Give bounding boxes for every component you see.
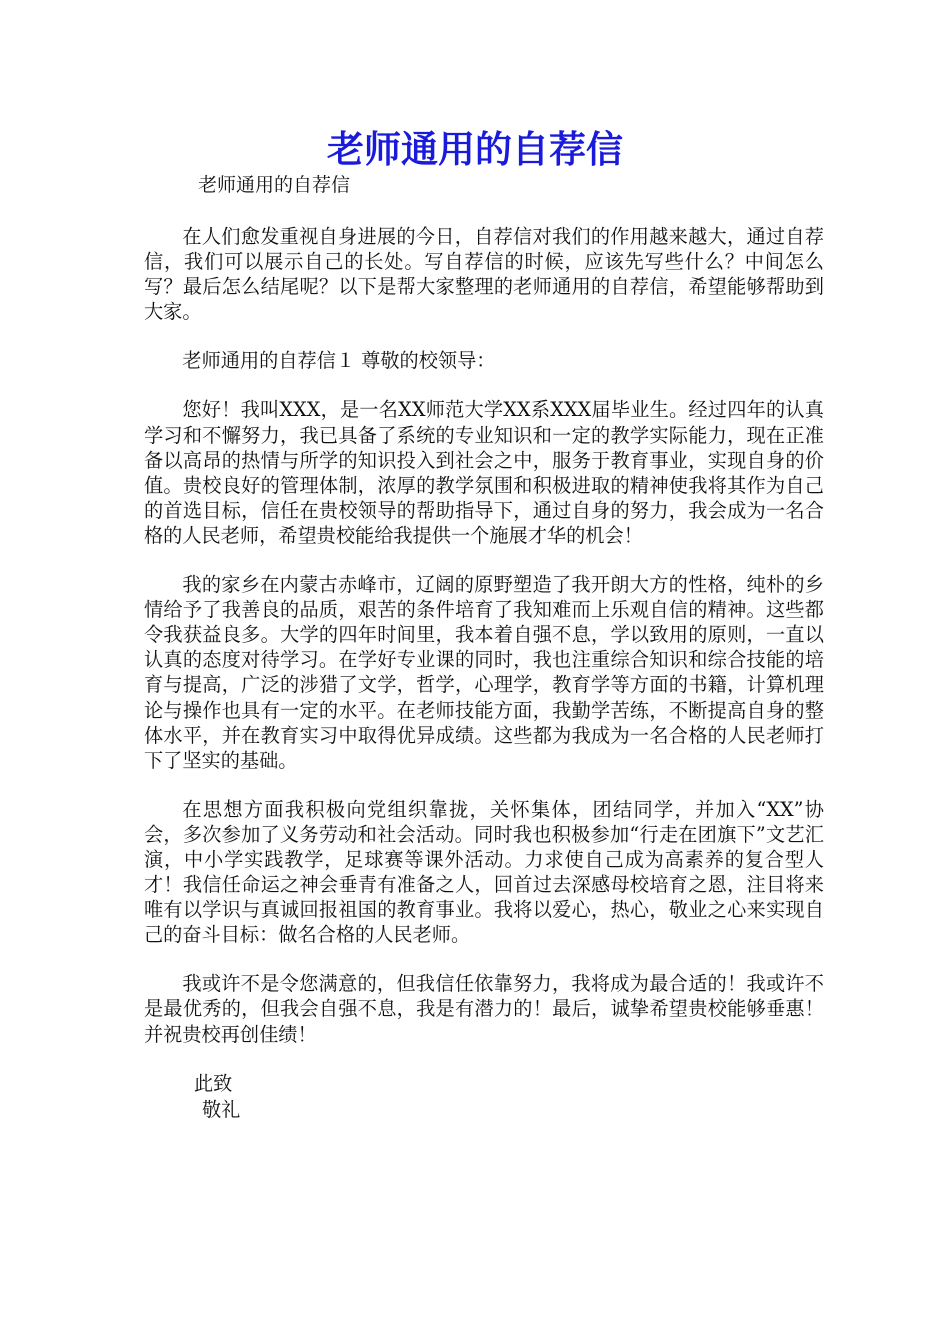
document-subtitle: 老师通用的自荐信 — [198, 174, 351, 196]
intro-paragraph: 在人们愈发重视自身进展的今日，自荐信对我们的作用越来越大，通过自荐信，我们可以展示自己的长处。写自荐信的时候，应该先写些什么？中间怎么写？最后怎么结尾呢？以下是帮大家整理的老师通用的自荐信，希望能够帮助到大家。 — [144, 225, 824, 324]
ideology-paragraph: 在思想方面我积极向党组织靠拢，关怀集体，团结同学，并加入“XX”协会，多次参加了义务劳动和社会活动。同时我也积极参加“行走在团旗下”文艺汇演，中小学实践教学，足球赛等课外活动。力求使自己成为高素养的复合型人才！我信任命运之神会垂青有准备之人，回首过去深感母校培育之恩，注目将来唯有以学识与真诚回报祖国的教育事业。我将以爱心，热心，敬业之心来实现自己的奋斗目标：做名合格的人民老师。 — [144, 797, 824, 947]
greeting-paragraph: 您好！我叫XXX，是一名XX师范大学XX系XXX届毕业生。经过四年的认真学习和不懈努力，我已具备了系统的专业知识和一定的教学实际能力，现在正准备以高昂的热情与所学的知识投入到社会之中，服务于教育事业，实现自身的价值。贵校良好的管理体制，浓厚的教学氛围和积极进取的精神使我将其作为自己的首选目标，信任在贵校领导的帮助指导下，通过自身的努力，我会成为一名合格的人民老师，希望贵校能给我提供一个施展才华的机会！ — [144, 398, 824, 547]
conclusion-paragraph: 我或许不是令您满意的，但我信任依靠努力，我将成为最合适的！我或许不是最优秀的，但我会自强不息，我是有潜力的！最后，诚挚希望贵校能够垂惠！并祝贵校再创佳绩！ — [144, 972, 824, 1046]
closing-line-1: 此致 — [194, 1071, 233, 1095]
letter-body — [144, 224, 824, 1123]
document-title: 老师通用的自荐信 — [327, 128, 623, 171]
letter-heading-paragraph: 老师通用的自荐信１ 尊敬的校领导： — [182, 349, 496, 373]
hometown-paragraph: 我的家乡在内蒙古赤峰市，辽阔的原野塑造了我开朗大方的性格，纯朴的乡情给予了我善良的品质，艰苦的条件培育了我知难而上乐观自信的精神。这些都令我获益良多。大学的四年时间里，我本着自强不息，学以致用的原则，一直以认真的态度对待学习。在学好专业课的同时，我也注重综合知识和综合技能的培育与提高，广泛的涉猎了文学，哲学，心理学，教育学等方面的书籍，计算机理论与操作也具有一定的水平。在老师技能方面，我勤学苦练，不断提高自身的整体水平，并在教育实习中取得优异成绩。这些都为我成为一名合格的人民老师打下了坚实的基础。 — [144, 573, 824, 772]
closing-line-2: 敬礼 — [202, 1097, 241, 1121]
